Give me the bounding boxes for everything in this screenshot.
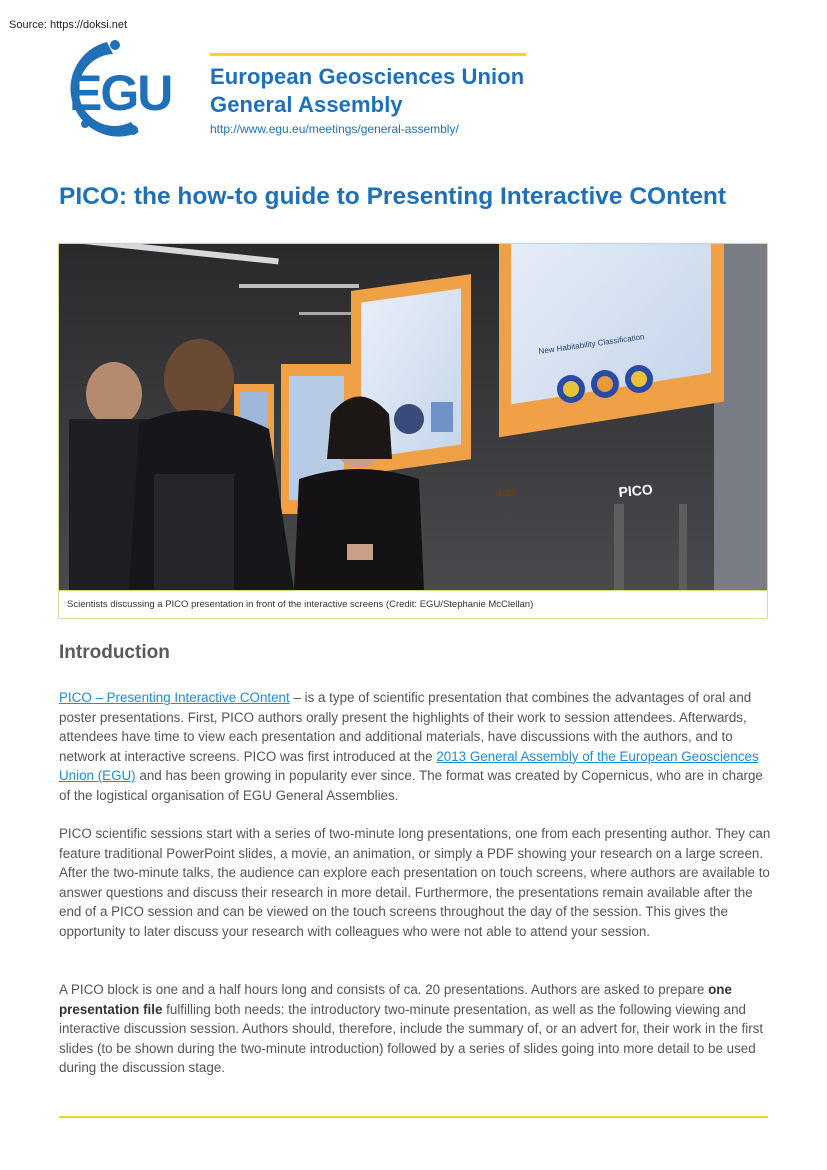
org-name-line2: General Assembly (210, 92, 403, 117)
source-label: Source: https://doksi.net (9, 19, 128, 31)
intro-p3-text-2: fulfilling both needs: the introductory two-minute presentation, as well as the following viewing and interactive discussion session. Authors should, therefore, include the summary of, or an advert for, their work in the first slides (to be shown during the two-minute introduction) followed by a series of slides going into more detail to be used during the discussion stage. (59, 1001, 764, 1075)
section-heading-introduction: Introduction (59, 642, 170, 663)
intro-paragraph-2: PICO scientific sessions start with a series of two-minute long presentations, one from each presenting author. They can feature traditional PowerPoint slides, a movie, an animation, or simply a PDF showing your research on a large screen. After the two-minute talks, the audience can explore each presentation on touch screens, where authors are available to answer questions and discuss their research in more detail. Furthermore, the presentations remain available after the end of a PICO session and can be viewed on the touch screens throughout the day of the session. This gives the opportunity to later discuss your research with colleagues who were not able to attend your session. (59, 826, 771, 939)
org-name-line1: European Geosciences Union (210, 64, 525, 89)
page-title: PICO: the how-to guide to Presenting Interactive COntent (59, 183, 726, 210)
header-accent-bar (210, 53, 526, 56)
photo-caption: Scientists discussing a PICO presentation in front of the interactive screens (Credit: EGU/Stephanie McClellan) (58, 591, 768, 619)
screen-heading: New Habitability Classification (538, 332, 645, 356)
intro-p3-bold: one presentation file (59, 982, 732, 1017)
intro-p3-text-1: A PICO block is one and a half hours long and consists of ca. 20 presentations. Authors are asked to prepare (59, 982, 709, 997)
pico-photo (58, 243, 768, 591)
assembly-url[interactable]: http://www.egu.eu/meetings/general-assembly/ (210, 122, 459, 136)
logo-text: EGU (69, 65, 172, 121)
intro-paragraph-1 (59, 688, 771, 805)
intro-p1-text-1: – is a type of scientific presentation that combines the advantages of oral and poster presentations. First, PICO authors orally present the highlights of their work to session attendees. Afterwards, attendees have time to view each presentation and additional materials, have discussions with the authors, and to network at interactive screens. PICO was first introduced at the (59, 690, 752, 764)
egu-2013-link[interactable]: 2013 General Assembly of the European Geosciences Union (EGU) (59, 748, 759, 783)
footer-accent-line (59, 1116, 768, 1118)
egu-logo (57, 38, 192, 144)
screen-number-label: 1.07 (497, 488, 517, 499)
intro-p1-text-2: and has been growing in popularity ever since. The format was created by Copernicus, who are in charge of the logistical organisation of EGU General Assemblies. (59, 768, 763, 803)
pico-link[interactable]: PICO – Presenting Interactive COntent (59, 690, 290, 705)
intro-paragraph-3 (59, 980, 771, 1078)
pico-frame-label: PICO (617, 481, 654, 500)
